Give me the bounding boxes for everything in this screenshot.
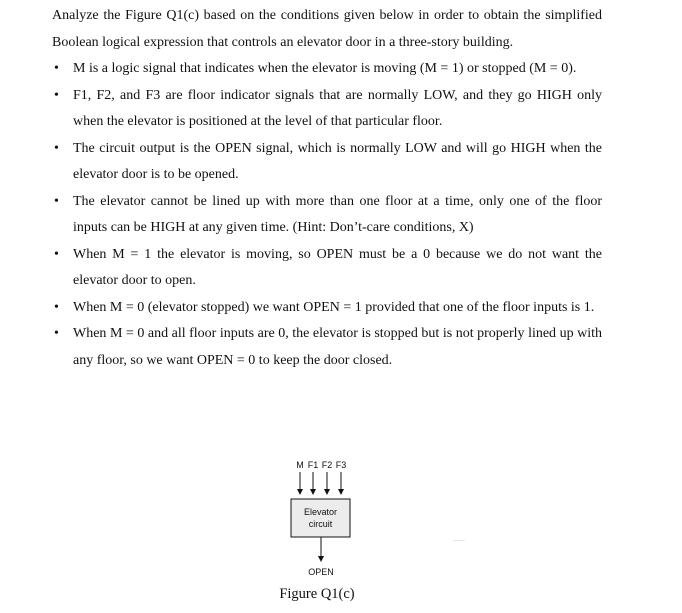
block-label-line1: Elevator <box>303 507 338 517</box>
question-text <box>52 3 602 374</box>
condition-text: When M = 0 (elevator stopped) we want OPEN = 1 provided that one of the floor inputs is 1. <box>73 299 595 315</box>
input-label-f3: F3 <box>335 460 347 470</box>
bullet-icon: • <box>54 299 59 315</box>
bullet-icon: • <box>54 193 59 209</box>
condition-item <box>52 136 602 189</box>
input-label-f2: F2 <box>321 460 333 470</box>
condition-text: When M = 1 the elevator is moving, so OPEN must be a 0 because we do not want the elevator door to open. <box>73 246 602 288</box>
condition-text: The circuit output is the OPEN signal, which is normally LOW and will go HIGH when the elevator door is to be opened. <box>73 140 602 182</box>
faint-mark <box>453 540 465 541</box>
condition-text: When M = 0 and all floor inputs are 0, the elevator is stopped but is not properly lined up with any floor, so we want OPEN = 0 to keep the door closed. <box>73 326 602 368</box>
condition-text: F1, F2, and F3 are floor indicator signals that are normally LOW, and they go HIGH only when the elevator is positioned at the level of that particular floor. <box>73 87 602 129</box>
figure-caption: Figure Q1(c) <box>279 586 355 602</box>
block-label-line2: circuit <box>308 519 333 529</box>
condition-item <box>52 321 602 374</box>
bullet-icon: • <box>54 140 59 156</box>
condition-item <box>52 242 602 295</box>
condition-item <box>52 295 602 322</box>
input-label-m: M <box>296 460 304 470</box>
input-label-f1: F1 <box>307 460 319 470</box>
bullet-icon: • <box>54 326 59 341</box>
condition-item <box>52 83 602 136</box>
bullet-icon: • <box>54 246 59 262</box>
circuit-diagram <box>0 453 682 583</box>
condition-item <box>52 189 602 242</box>
bullet-icon: • <box>54 87 59 103</box>
elevator-circuit-block <box>291 499 350 537</box>
question-intro: Analyze the Figure Q1(c) based on the conditions given below in order to obtain the simplified Boolean logical expression that controls an elevator door in a three-story building. <box>52 8 602 50</box>
condition-item <box>52 56 602 83</box>
output-label: OPEN <box>308 567 334 577</box>
condition-text: The elevator cannot be lined up with more than one floor at a time, only one of the floor inputs can be HIGH at any given time. (Hint: Don’t-care conditions, X) <box>73 193 602 235</box>
condition-list <box>52 56 602 374</box>
condition-text: M is a logic signal that indicates when the elevator is moving (M = 1) or stopped (M = 0). <box>73 61 577 76</box>
bullet-icon: • <box>54 61 59 76</box>
